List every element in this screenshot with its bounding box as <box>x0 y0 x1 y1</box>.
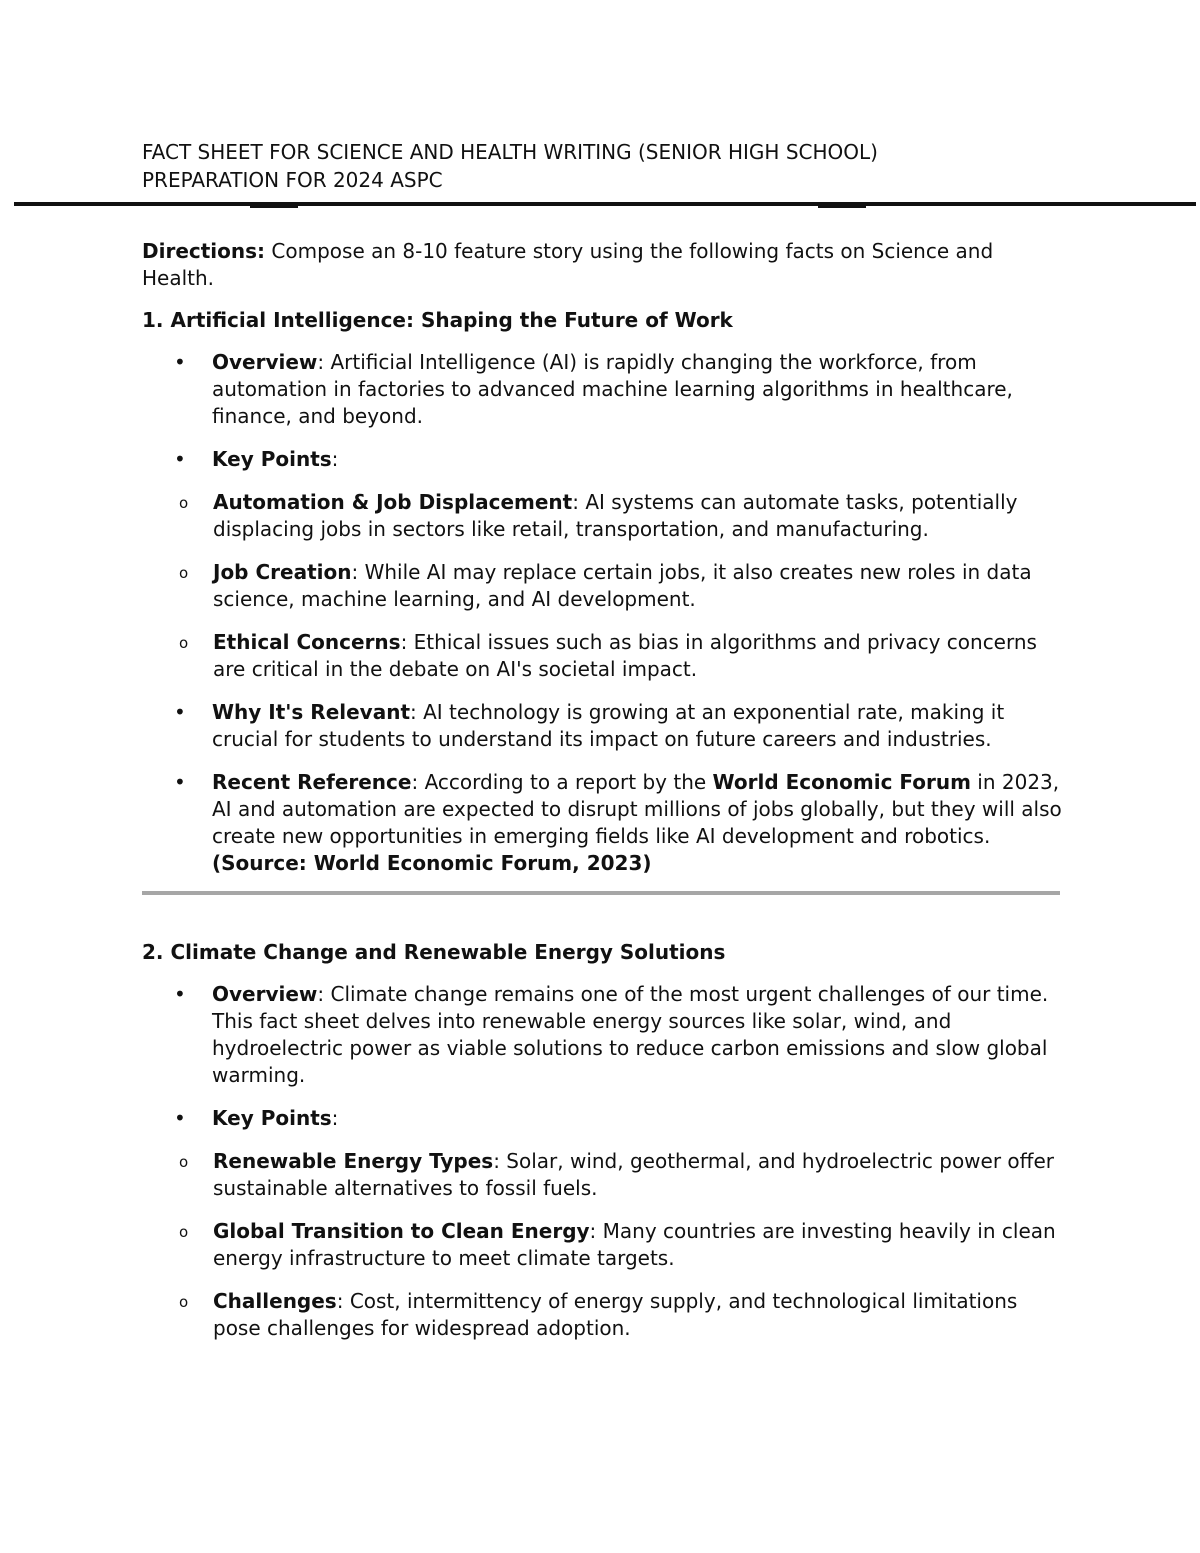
header-title-line-2: PREPARATION FOR 2024 ASPC <box>142 168 443 192</box>
key-points-colon: : <box>331 1106 339 1130</box>
overview-label: Overview <box>212 350 318 374</box>
directions-text: Compose an 8-10 feature story using the following facts on Science and Health. <box>142 239 994 290</box>
overview-label: Overview <box>212 982 318 1006</box>
key-point-label: Challenges <box>213 1289 337 1313</box>
reference-organization: World Economic Forum <box>712 770 971 794</box>
bullet-icon: • <box>174 770 186 794</box>
list-item-key-points <box>142 1105 1062 1132</box>
key-points-colon: : <box>331 447 339 471</box>
document-header <box>142 138 1142 194</box>
key-point-label: Global Transition to Clean Energy <box>213 1219 590 1243</box>
section-ai-key-points <box>142 489 1062 683</box>
key-point-text: : Ethical issues such as bias in algorithms and privacy concerns are critical in the debate on AI's societal impact. <box>213 630 1037 681</box>
key-point-label: Ethical Concerns <box>213 630 401 654</box>
overview-text: : Climate change remains one of the most urgent challenges of our time. This fact sheet delves into renewable energy sources like solar, wind, and hydroelectric power as viable solutions to reduce carbon emissions and slow global warming. <box>212 982 1049 1087</box>
circle-bullet-icon: o <box>179 1223 189 1241</box>
circle-bullet-icon: o <box>179 564 189 582</box>
bullet-icon: • <box>174 350 186 374</box>
directions-paragraph <box>142 238 1062 292</box>
section-title-ai: 1. Artificial Intelligence: Shaping the Future of Work <box>142 308 733 332</box>
key-point-label: Renewable Energy Types <box>213 1149 494 1173</box>
key-point-item <box>142 1148 1062 1202</box>
reference-text: : According to a report by the <box>411 770 713 794</box>
section-title-climate: 2. Climate Change and Renewable Energy Solutions <box>142 940 726 964</box>
header-divider-tick <box>818 206 866 208</box>
key-point-label: Job Creation <box>213 560 352 584</box>
circle-bullet-icon: o <box>179 1153 189 1171</box>
key-point-item <box>142 629 1062 683</box>
section-ai-list <box>142 349 1062 473</box>
document-body <box>142 238 1062 1358</box>
section-climate-list <box>142 981 1062 1132</box>
section-climate-key-points <box>142 1148 1062 1342</box>
relevance-text: : AI technology is growing at an exponential rate, making it crucial for students to understand its impact on future careers and industries. <box>212 700 1005 751</box>
key-point-text: : While AI may replace certain jobs, it also creates new roles in data science, machine learning, and AI development. <box>213 560 1032 611</box>
reference-label: Recent Reference <box>212 770 412 794</box>
key-point-item <box>142 559 1062 613</box>
key-points-label: Key Points <box>212 447 332 471</box>
list-item-overview <box>142 981 1062 1089</box>
key-point-text: : Cost, intermittency of energy supply, and technological limitations pose challenges for widespread adoption. <box>213 1289 1018 1340</box>
key-points-label: Key Points <box>212 1106 332 1130</box>
key-point-text: : Many countries are investing heavily in clean energy infrastructure to meet climate targets. <box>213 1219 1056 1270</box>
circle-bullet-icon: o <box>179 634 189 652</box>
relevance-label: Why It's Relevant <box>212 700 411 724</box>
list-item-key-points <box>142 446 1062 473</box>
bullet-icon: • <box>174 447 186 471</box>
bullet-icon: • <box>174 1106 186 1130</box>
bullet-icon: • <box>174 982 186 1006</box>
key-point-label: Automation & Job Displacement <box>213 490 573 514</box>
key-point-item <box>142 1288 1062 1342</box>
header-title-line-1: FACT SHEET FOR SCIENCE AND HEALTH WRITING (SENIOR HIGH SCHOOL) <box>142 140 878 164</box>
key-point-text: : AI systems can automate tasks, potentially displacing jobs in sectors like retail, transportation, and manufacturing. <box>213 490 1018 541</box>
list-item-reference <box>142 769 1062 877</box>
circle-bullet-icon: o <box>179 1293 189 1311</box>
section-divider <box>142 891 1060 895</box>
section-ai-more <box>142 699 1062 877</box>
header-divider-tick <box>250 206 298 208</box>
overview-text: : Artificial Intelligence (AI) is rapidly changing the workforce, from automation in factories to advanced machine learning algorithms in healthcare, finance, and beyond. <box>212 350 1013 428</box>
reference-text-continued: in 2023, AI and automation are expected to disrupt millions of jobs globally, but they will also create new opportunities in emerging fields like AI development and robotics. <box>212 770 1062 848</box>
key-point-text: : Solar, wind, geothermal, and hydroelectric power offer sustainable alternatives to fossil fuels. <box>213 1149 1054 1200</box>
bullet-icon: • <box>174 700 186 724</box>
header-divider <box>14 202 1196 206</box>
directions-label: Directions: <box>142 239 266 263</box>
circle-bullet-icon: o <box>179 494 189 512</box>
list-item-overview <box>142 349 1062 430</box>
key-point-item <box>142 1218 1062 1272</box>
list-item-relevance <box>142 699 1062 753</box>
reference-source: (Source: World Economic Forum, 2023) <box>212 851 652 875</box>
key-point-item <box>142 489 1062 543</box>
